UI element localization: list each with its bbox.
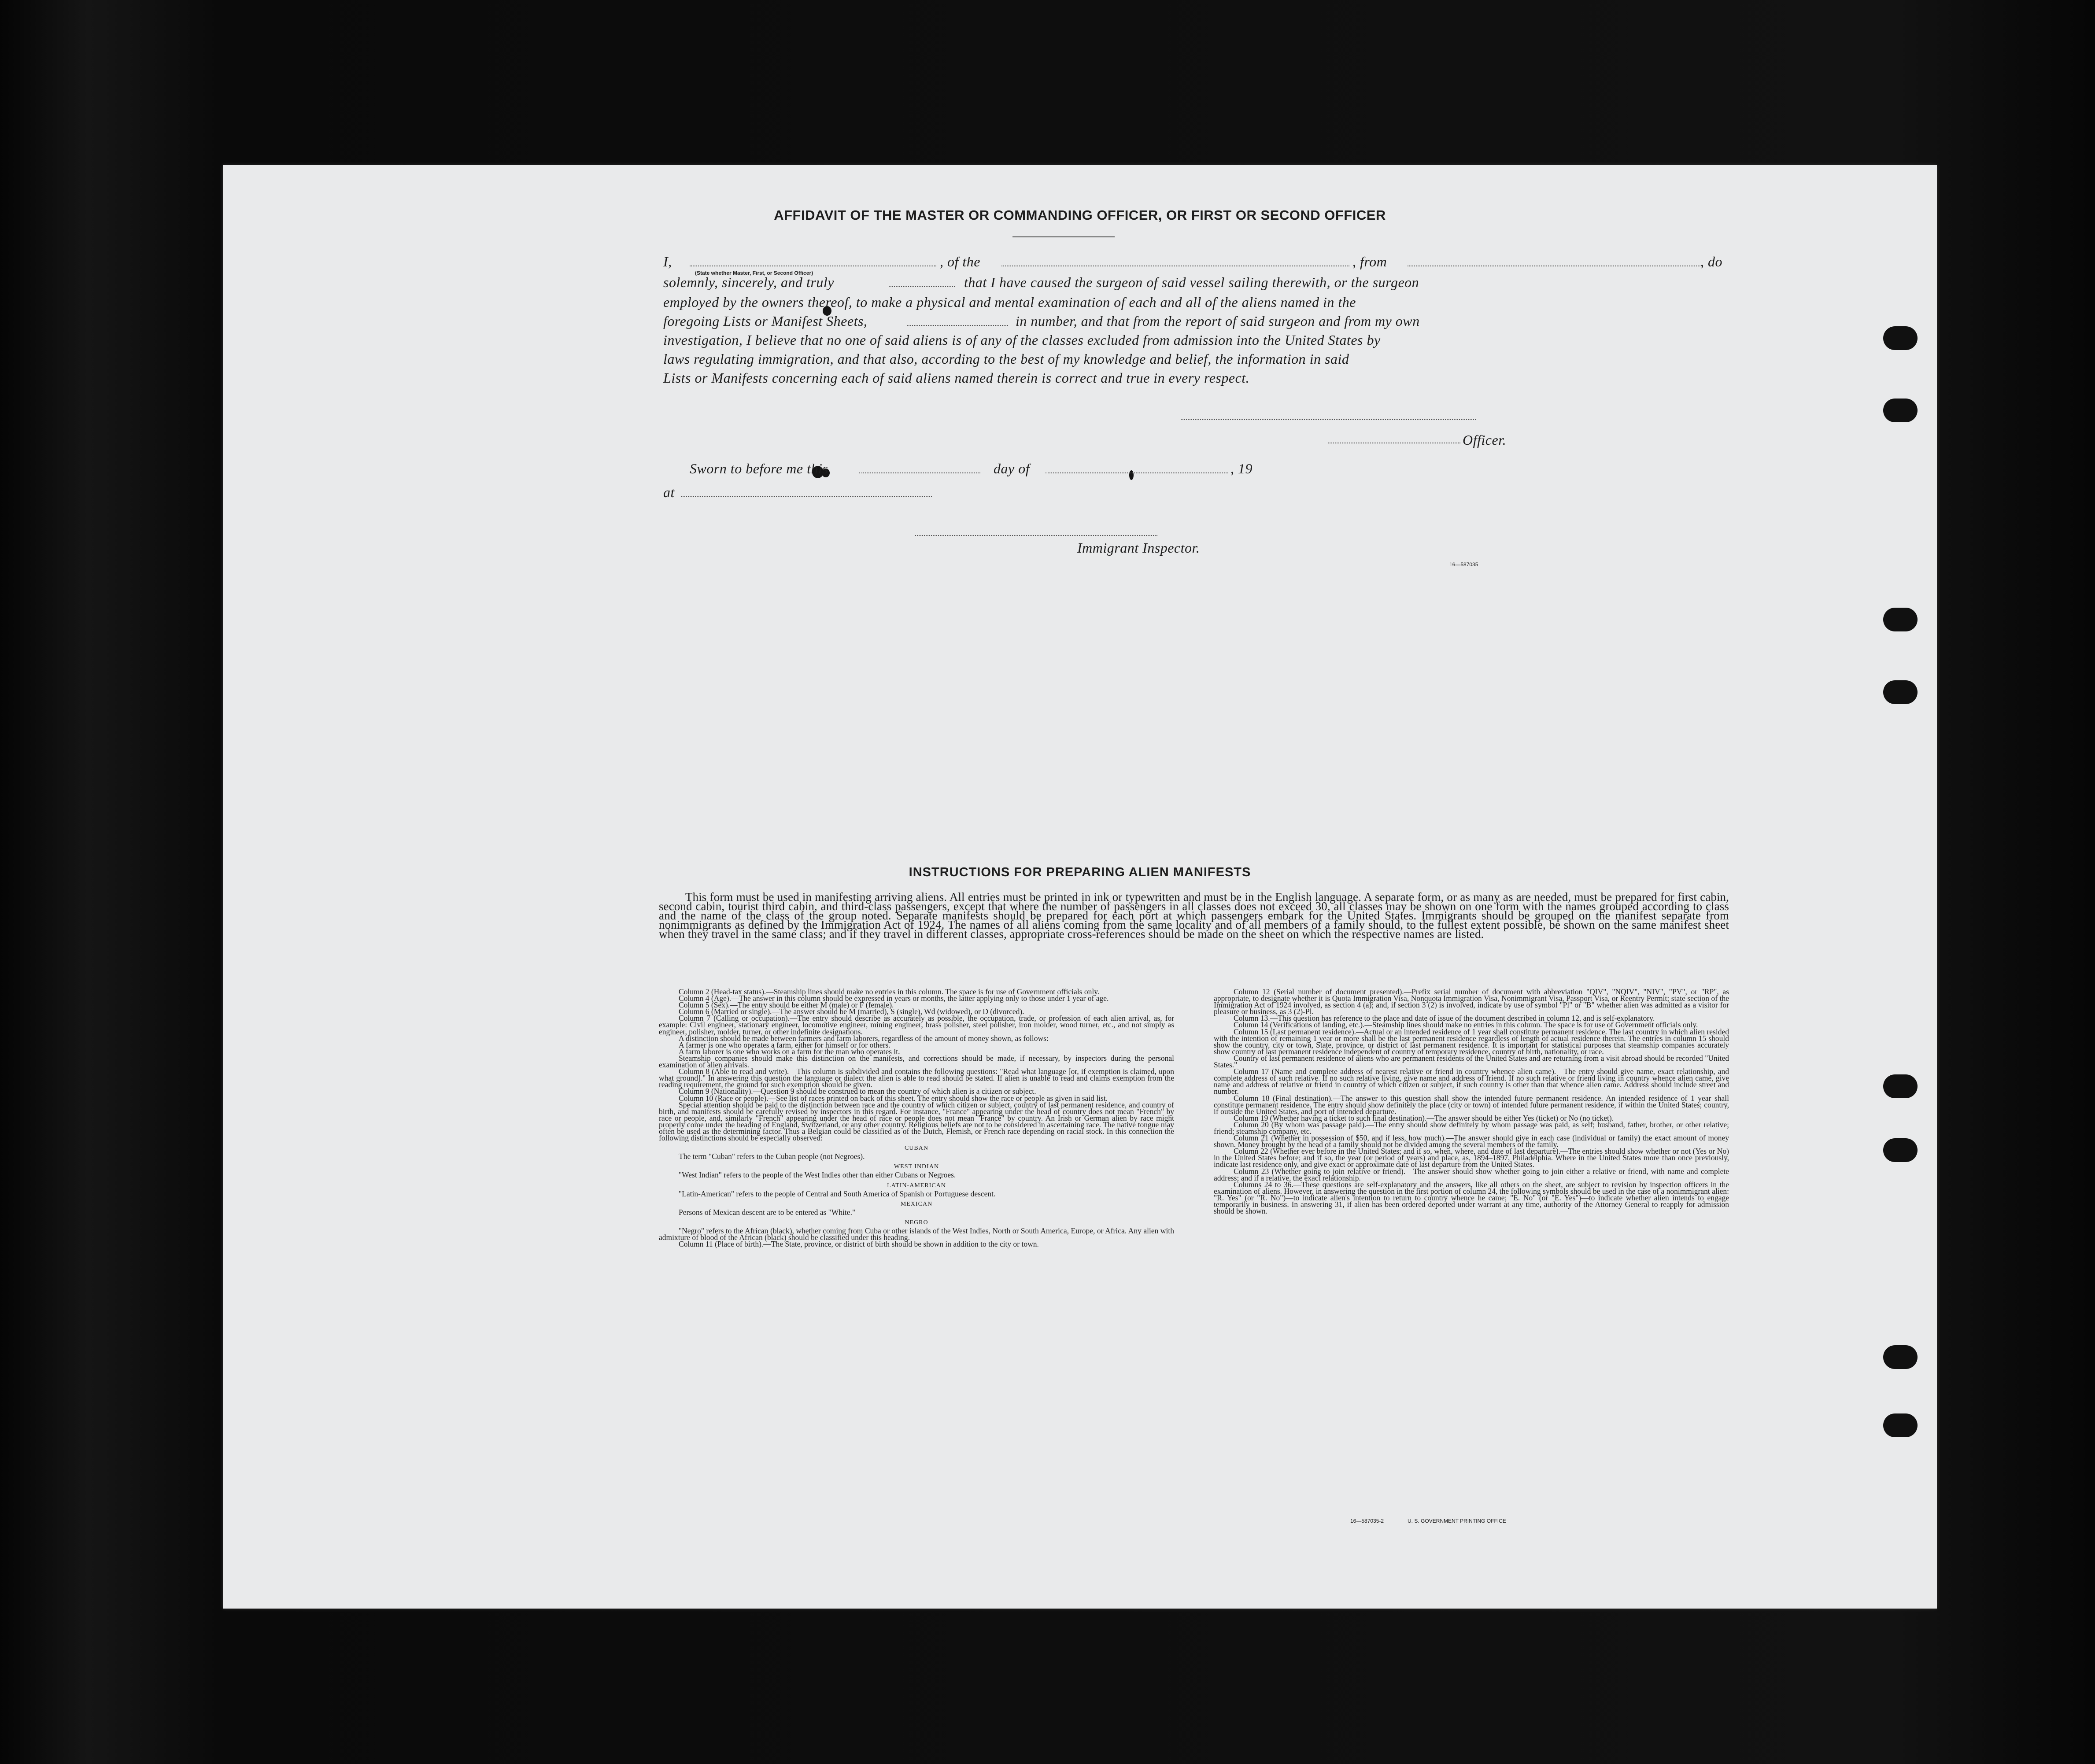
- instruction-paragraph: Column 14 (Verifications of landing, etc.).—Steamship lines should make no entries in this column. The space is for use of Government officials only.: [1234, 1020, 1698, 1030]
- printer-imprint: U. S. GOVERNMENT PRINTING OFFICE: [1408, 1518, 1506, 1524]
- instructions-right-column: [1214, 989, 1729, 1214]
- affidavit-line-5: investigation, I believe that no one of said aliens is of any of the classes excluded from admission into the United States by: [663, 332, 1381, 348]
- inspector-signature-field[interactable]: [915, 535, 1157, 536]
- race-heading: NEGRO: [905, 1219, 928, 1226]
- race-heading: MEXICAN: [900, 1200, 933, 1207]
- sworn-month-field[interactable]: [1046, 472, 1228, 473]
- label-in-number: in number, and that from the report of said surgeon and from my own: [1016, 313, 1420, 329]
- race-definition: The term "Cuban" refers to the Cuban people (not Negroes).: [679, 1152, 865, 1161]
- binder-hole: [1883, 1074, 1918, 1098]
- intro-text: This form must be used in manifesting arriving aliens. All entries must be printed in ink or typewritten and must be in the English language. A separate form, or as many as are needed, must be prepared for first cabin, second cabin, tourist third cabin, and third-class passengers, except that where the number of passengers in all classes does not exceed 30, all classes may be shown on one form with the names grouped according to class and the name of the class of the group noted. Separate manifests should be prepared for each port at which passengers embark for the United States. Immigrants should be grouped on the manifest separate from nonimmigrants as defined by the Immigration Act of 1924. The names of all aliens coming from the same locality and of all members of a family should, to the fullest extent possible, be shown on the same manifest sheet when they travel in the same class; and if they travel in different classes, appropriate cross-references should be made on the sheet on which the respective names are listed.: [659, 890, 1729, 941]
- instruction-paragraph: Column 2 (Head-tax status).—Steamship lines should make no entries in this column. The space is for use of Government officials only.: [679, 987, 1100, 996]
- label-i: I,: [663, 254, 672, 269]
- instruction-paragraph: Column 22 (Whether ever before in the United States; and if so, when, where, and date of last departure).—The entries should show whether or not (Yes or No) in the United States before; and if so, the year (or period of years) and place, as, 1894–1897, Philadelphia. Where in the United States more than once previously, indicate last residence only, and give exact or approximate date of last departure from the United States.: [1214, 1147, 1729, 1169]
- instruction-paragraph: A farmer is one who operates a farm, either for himself or for others.: [679, 1040, 890, 1049]
- instructions-title: INSTRUCTIONS FOR PREPARING ALIEN MANIFESTS: [909, 865, 1251, 879]
- instruction-paragraph: Column 6 (Married or single).—The answer should be M (married), S (single), Wd (widowed), or D (divorced).: [679, 1007, 1024, 1016]
- instructions-left-column: [659, 989, 1174, 1247]
- inspector-label: Immigrant Inspector.: [1077, 540, 1200, 556]
- instruction-paragraph: Column 18 (Final destination).—The answer to this question shall show the intended future permanent residence. An intended residence of 1 year shall constitute permanent residence. The entry should show definitely the place (city or town) of intended future permanent residence, if within the United States; country, if outside the United States, and port of intended departure.: [1214, 1093, 1729, 1116]
- instruction-paragraph: Column 12 (Serial number of document presented).—Prefix serial number of document with abbreviation "QIV", "NQIV", "NIV", "PV", or "RP", as appropriate, to designate whether it is Quota Immigration Visa, Nonquota Immigration Visa, Nonimmigrant Visa, Passport Visa, or Reentry Permit; state section of the Immigration Act of 1924 involved, as section 4 (a); and, if section 3 (2) is involved, indicate by use of symbol "Pl" or "B" whether alien was admitted as a visitor for pleasure or business, as 3 (2)-Pl.: [1214, 987, 1729, 1016]
- instruction-paragraph: Column 19 (Whether having a ticket to such final destination).—The answer should be either Yes (ticket) or No (no ticket).: [1234, 1113, 1614, 1122]
- label-surgeon: that I have caused the surgeon of said vessel sailing therewith, or the surgeon: [964, 274, 1419, 290]
- manifest-back-page: [223, 165, 1937, 1609]
- sheet-count-field[interactable]: [907, 325, 1008, 326]
- footer-form-code: 16—587035-2: [1350, 1518, 1384, 1524]
- race-definition: "West Indian" refers to the people of the West Indies other than either Cubans or Negroes.: [679, 1170, 956, 1180]
- instruction-paragraph: Column 8 (Able to read and write).—This column is subdivided and contains the following questions: "Read what language [or, if exemption is claimed, upon what ground]." In answering this question the language or dialect the alien is able to read should be stated. If alien is unable to read and claims exemption from the reading requirement, the ground for such exemption should be given.: [659, 1067, 1174, 1089]
- instruction-paragraph: A distinction should be made between farmers and farm laborers, regardless of the amount of money shown, as follows:: [679, 1033, 1049, 1043]
- label-from: , from: [1352, 254, 1387, 269]
- label-manifest-sheets: foregoing Lists or Manifest Sheets,: [663, 313, 868, 329]
- label-year: , 19: [1230, 461, 1253, 476]
- title-underline: [1012, 236, 1115, 237]
- label-sworn: Sworn to before me this: [690, 461, 828, 476]
- instruction-paragraph: Column 4 (Age).—The answer in this column should be expressed in years or months, the latter applying only to those under 1 year of age.: [679, 994, 1109, 1003]
- instructions-intro: [659, 890, 1729, 941]
- instruction-paragraph: Column 5 (Sex).—The entry should be either M (male) or F (female).: [679, 1000, 894, 1010]
- instruction-paragraph: Columns 24 to 36.—These questions are self-explanatory and the answers, like all others on the sheet, are subject to revision by inspection officers in the examination of aliens. However, in answering the question in the first portion of column 24, the following symbols should be used in the case of a nonimmigrant alien: "R. Yes" (or "R. No")—to indicate alien's intention to return to country whence he came; "E. No" (or "E. Yes")—to indicate whether alien intends to engage temporarily in business. In answering 31, if alien has been ordered deported under warrant at any time, authority of the Attorney General to reapply for admission should be shown.: [1214, 1180, 1729, 1216]
- race-heading: CUBAN: [904, 1145, 928, 1152]
- instruction-paragraph: Column 20 (By whom was passage paid).—The entry should show definitely by whom passage was paid, as self; husband, father, brother, or other relative; friend; steamship company, etc.: [1214, 1120, 1729, 1136]
- sworn-place-field[interactable]: [681, 496, 932, 497]
- label-do: , do: [1700, 254, 1722, 269]
- instruction-paragraph: Column 7 (Calling or occupation).—The entry should describe as accurately as possible, the occupation, trade, or profession of each alien arrival, as, for example: Civil engineer, stationary engineer, locomotive engineer, mining engineer, brass polisher, steel polisher, iron molder, wood turner, etc., and not simply as engineer, polisher, molder, turner, or other indefinite designations.: [659, 1014, 1174, 1036]
- instruction-paragraph: Column 13.—This question has reference to the place and date of issue of the document described in column 12, and is self-explanatory.: [1234, 1014, 1655, 1023]
- race-definition: "Latin-American" refers to the people of Central and South America of Spanish or Portuguese descent.: [679, 1189, 996, 1198]
- binder-hole: [1883, 399, 1918, 422]
- instruction-paragraph: Column 21 (Whether in possession of $50, and if less, how much).—The answer should give in each case (individual or family) the exact amount of money shown. Money brought by the head of a family should not be divided among the several members of the family.: [1214, 1133, 1729, 1149]
- instruction-paragraph: A farm laborer is one who works on a farm for the man who operates it.: [679, 1047, 900, 1056]
- race-heading: LATIN-AMERICAN: [887, 1182, 946, 1189]
- instruction-paragraph: Steamship companies should make this distinction on the manifests, and corrections should be made, if necessary, by inspectors during the personal examination of alien arrivals.: [659, 1053, 1174, 1070]
- instruction-paragraph: Column 15 (Last permanent residence).—Actual or an intended residence of 1 year shall constitute permanent residence. The last country in which alien resided with the intention of remaining 1 year or more shall be the last permanent residence regardless of length of actual residence therein. The entries in column 15 should show the country, city or town, State, province, or district of last permanent residence. It is important for statistical purposes that steamship companies accurately show country of last permanent residence independent of country of temporary residence, country of birth, nationality, or race.: [1214, 1027, 1729, 1056]
- affidavit-line-4: [663, 312, 1729, 331]
- officer-signature-field[interactable]: [1181, 419, 1476, 420]
- instruction-paragraph: Column 11 (Place of birth).—The State, province, or district of birth should be shown in addition to the city or town.: [679, 1240, 1039, 1249]
- officer-label: Officer.: [1463, 432, 1507, 448]
- label-solemnly: solemnly, sincerely, and truly: [663, 274, 834, 290]
- label-of-the: , of the: [940, 254, 980, 269]
- label-day-of: day of: [994, 461, 1030, 476]
- race-definition: Persons of Mexican descent are to be entered as "White.": [679, 1207, 856, 1217]
- instruction-paragraph: Column 9 (Nationality).—Question 9 should be construed to mean the country of which alien is a citizen or subject.: [679, 1087, 1036, 1096]
- binder-hole: [1883, 1345, 1918, 1369]
- affidavit-line-7: Lists or Manifests concerning each of said aliens named therein is correct and true in every respect.: [663, 370, 1250, 386]
- race-definition: "Negro" refers to the African (black), whether coming from Cuba or other islands of the West Indies, North or South America, Europe, or Africa. Any alien with admixture of blood of the African (black) should be classified under this heading.: [659, 1226, 1174, 1242]
- binder-hole: [1883, 1413, 1918, 1437]
- instruction-paragraph: Column 23 (Whether going to join relative or friend).—The answer should show whether going to join either a relative or friend, with name and complete address; and if a relative, the exact relationship.: [1214, 1166, 1729, 1182]
- label-at: at: [663, 484, 675, 500]
- form-code: 16—587035: [1449, 561, 1478, 568]
- instruction-paragraph: Special attention should be paid to the distinction between race and the country of which citizen or subject, country of last permanent residence, and country of birth, and manifests should be carefully revised by inspectors in this regard. For instance, "France" appearing under the head of country does not mean "French" by race or people, and, similarly "French" appearing under the head of race or people does not mean "France" by country. An Irish or German alien by race might properly come under the heading of England, Switzerland, or any other country. Religious beliefs are not to be considered in ascertaining race. The native tongue may often be used as the determining factor. Thus a Belgian could be classified as of the Dutch, Flemish, or French race depending on racial stock. In this connection the following distinctions should be especially observed:: [659, 1100, 1174, 1143]
- sworn-line: [690, 459, 1306, 479]
- rank-hint: (State whether Master, First, or Second Officer): [695, 270, 813, 276]
- binder-hole: [1883, 680, 1918, 704]
- sworn-day-field[interactable]: [859, 472, 980, 473]
- instruction-paragraph: Column 10 (Race or people).—See list of races printed on back of this sheet. The entry should show the race or people as given in said list.: [679, 1093, 1108, 1103]
- instruction-paragraph: Country of last permanent residence of aliens who are permanent residents of the United States and are returning from a visit abroad should be recorded "United States.": [1214, 1053, 1729, 1070]
- race-heading: WEST INDIAN: [894, 1163, 939, 1170]
- affidavit-line-6: laws regulating immigration, and that also, according to the best of my knowledge and belief, the information in said: [663, 351, 1349, 367]
- binder-hole: [1883, 1138, 1918, 1162]
- binder-hole: [1883, 608, 1918, 631]
- affidavit-title: AFFIDAVIT OF THE MASTER OR COMMANDING OFFICER, OR FIRST OR SECOND OFFICER: [774, 207, 1386, 223]
- affidavit-line-2: [663, 273, 1729, 292]
- oath-form-field[interactable]: [889, 286, 955, 287]
- affidavit-line-1: [663, 252, 1729, 272]
- instruction-paragraph: Column 17 (Name and complete address of nearest relative or friend in country whence alien came).—The entry should give name, exact relationship, and complete address of such relative. If no such relative living, give name and address of friend. If no such relative or friend living in country whence alien came, give name and address of relative or friend in country of which citizen or subject, if such country is other than that whence alien came. Address should include street and number.: [1214, 1067, 1729, 1096]
- binder-hole: [1883, 326, 1918, 350]
- affidavit-line-3: employed by the owners thereof, to make a physical and mental examination of each and all of the aliens named in the: [663, 294, 1356, 310]
